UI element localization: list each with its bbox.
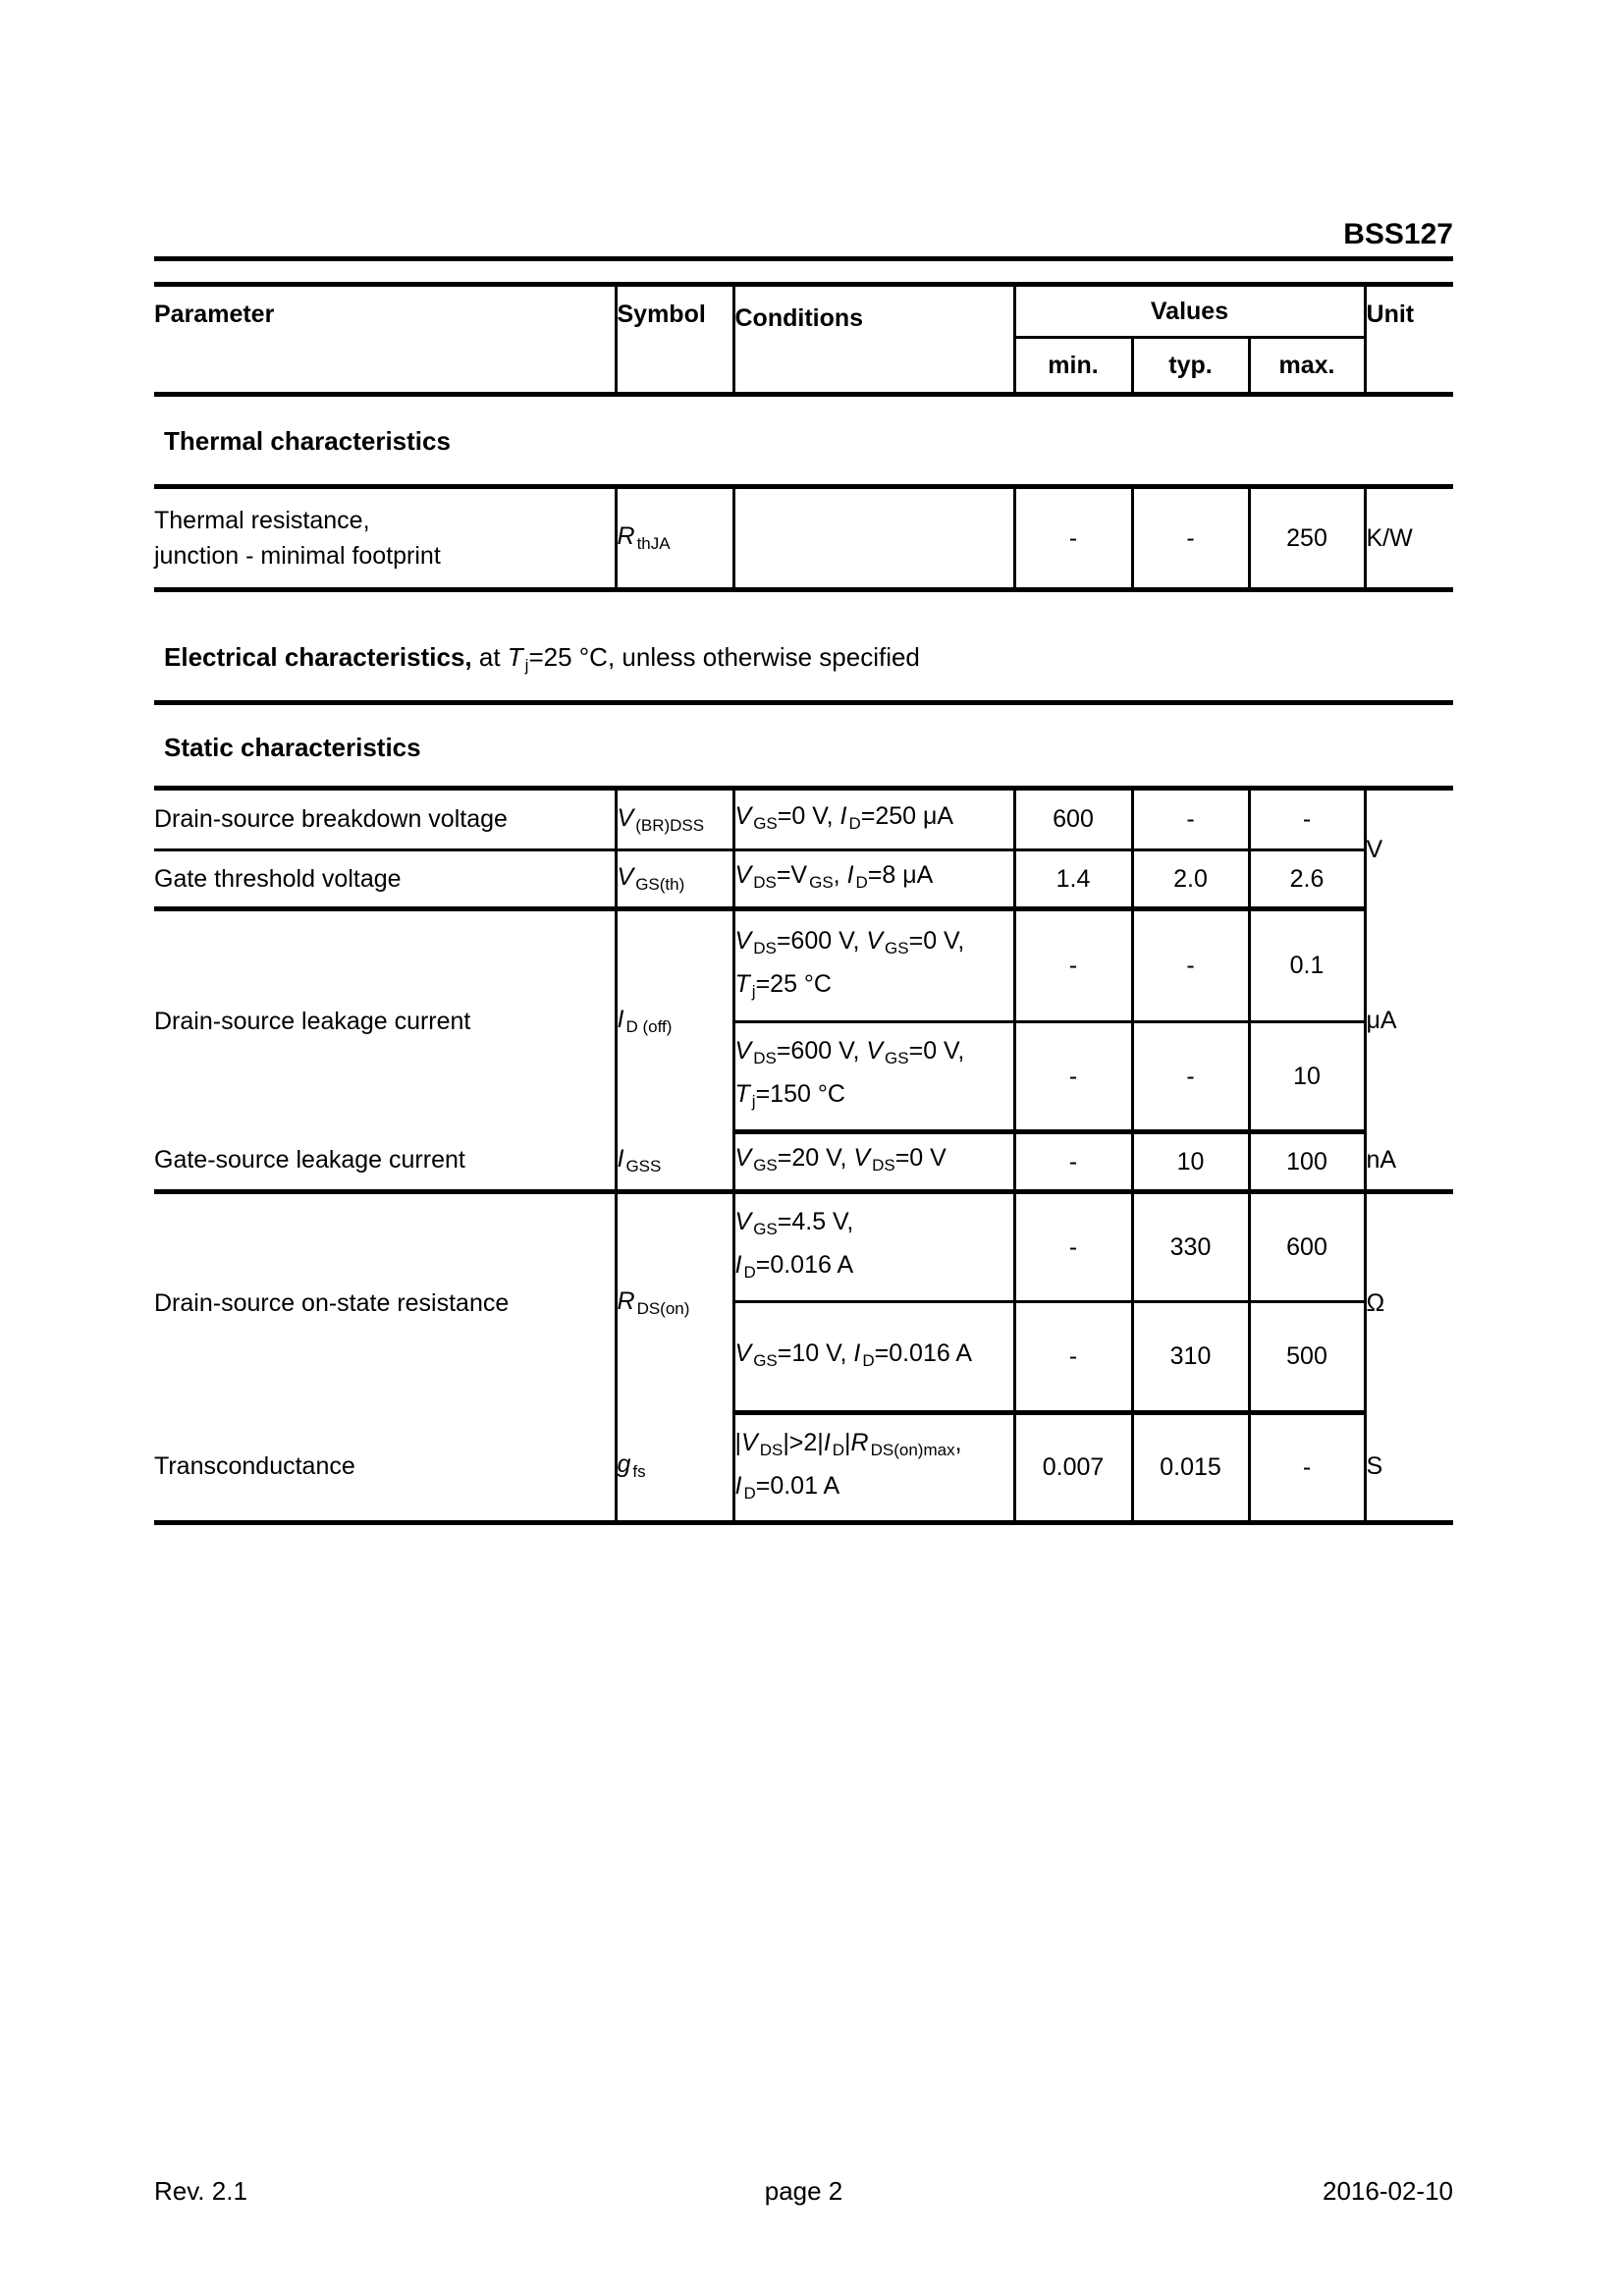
conditions-cell: V $_{GS}$=20 V, V $_{DS}$=0 V <box>733 1132 1014 1192</box>
table-row-on-resistance-45v <box>154 1192 1453 1302</box>
typ-cell: 310 <box>1132 1302 1249 1413</box>
max-cell: 600 <box>1249 1192 1365 1302</box>
param-cell: Transconductance <box>154 1451 355 1480</box>
unit-cell: S <box>1365 1413 1453 1523</box>
max-cell: 10 <box>1249 1022 1365 1132</box>
parameters-header-table <box>154 282 1453 397</box>
typ-cell: - <box>1132 1022 1249 1132</box>
param-cell: Drain-source breakdown voltage <box>154 789 616 850</box>
conditions-cell: V $_{DS}$=600 V, V $_{GS}$=0 V, T $_j$=25 °C <box>733 909 1014 1022</box>
min-cell: - <box>1014 487 1132 590</box>
footer-date: 2016-02-10 <box>1323 2176 1453 2206</box>
typ-cell: - <box>1132 909 1249 1022</box>
symbol-cell: V $_{GS(th)}$ <box>616 850 733 909</box>
max-cell: 100 <box>1249 1132 1365 1192</box>
min-cell: - <box>1014 1022 1132 1132</box>
typ-cell: 330 <box>1132 1192 1249 1302</box>
param-cell: Gate-source leakage current <box>154 1132 616 1192</box>
title-rule <box>154 256 1453 261</box>
symbol-cell: V $_{(BR)DSS}$ <box>616 789 733 850</box>
typ-cell: - <box>1132 789 1249 850</box>
header-row-1 <box>154 285 1453 338</box>
min-cell: 0.007 <box>1014 1413 1132 1523</box>
unit-cell: K/W <box>1365 487 1453 590</box>
typ-cell: - <box>1132 487 1249 590</box>
table-row-gs-leakage <box>154 1132 1453 1192</box>
conditions-cell <box>733 487 1014 590</box>
header-parameter: Parameter <box>154 301 275 328</box>
min-cell: - <box>1014 1192 1132 1302</box>
min-cell: 600 <box>1014 789 1132 850</box>
symbol-cell: I $_{D (off)}$ <box>616 909 733 1132</box>
unit-cell: μA <box>1365 909 1453 1132</box>
conditions-cell: V $_{GS}$=0 V, I $_D$=250 μA <box>733 789 1014 850</box>
page-title: BSS127 <box>1343 218 1453 250</box>
footer-revision: Rev. 2.1 <box>154 2176 247 2206</box>
header-max: max. <box>1249 338 1365 395</box>
symbol-cell: R $_{DS(on)}$ <box>616 1192 733 1413</box>
min-cell: 1.4 <box>1014 850 1132 909</box>
conditions-cell: V $_{GS}$=10 V, I $_D$=0.016 A <box>733 1302 1014 1413</box>
table-row-gate-threshold <box>154 850 1453 909</box>
typ-cell: 10 <box>1132 1132 1249 1192</box>
static-section-rule <box>154 700 1453 705</box>
max-cell: - <box>1249 1413 1365 1523</box>
footer-page-number: page 2 <box>764 2176 843 2206</box>
header-values: Values <box>1014 285 1365 338</box>
max-cell: 500 <box>1249 1302 1365 1413</box>
unit-cell: Ω <box>1365 1192 1453 1413</box>
symbol-cell: R $_{thJA}$ <box>616 487 733 590</box>
table-row-breakdown-voltage <box>154 789 1453 850</box>
max-cell: 2.6 <box>1249 850 1365 909</box>
table-row-transconductance <box>154 1413 1453 1523</box>
param-cell: Drain-source leakage current <box>154 1007 471 1035</box>
thermal-table <box>154 484 1453 592</box>
max-cell: - <box>1249 789 1365 850</box>
table-row-ds-leakage-25c <box>154 909 1453 1022</box>
header-conditions: Conditions <box>733 285 1014 395</box>
symbol-cell: g $_{fs}$ <box>616 1413 733 1523</box>
symbol-cell: I $_{GSS}$ <box>616 1132 733 1192</box>
param-cell: Thermal resistance, junction - minimal footprint <box>154 507 441 570</box>
typ-cell: 0.015 <box>1132 1413 1249 1523</box>
min-cell: - <box>1014 909 1132 1022</box>
conditions-cell: V $_{GS}$=4.5 V, I $_D$=0.016 A <box>733 1192 1014 1302</box>
header-min: min. <box>1014 338 1132 395</box>
unit-cell: nA <box>1365 1132 1453 1192</box>
max-cell: 0.1 <box>1249 909 1365 1022</box>
static-table <box>154 786 1453 1525</box>
header-symbol: Symbol <box>616 285 733 395</box>
typ-cell: 2.0 <box>1132 850 1249 909</box>
conditions-cell: V $_{DS}$=600 V, V $_{GS}$=0 V, T $_j$=150 °C <box>733 1022 1014 1132</box>
param-cell: Drain-source on-state resistance <box>154 1288 510 1317</box>
conditions-cell: V $_{DS}$=V $_{GS}$, I $_D$=8 μA <box>733 850 1014 909</box>
conditions-cell: |V $_{DS}$|>2|I $_D$|R $_{DS(on)max}$, I $_D$=0.01 A <box>733 1413 1014 1523</box>
min-cell: - <box>1014 1302 1132 1413</box>
electrical-section-title: Electrical characteristics, at T j=25 °C, unless otherwise specified <box>164 642 920 675</box>
min-cell: - <box>1014 1132 1132 1192</box>
table-row-thermal-resistance <box>154 487 1453 590</box>
max-cell: 250 <box>1249 487 1365 590</box>
thermal-section-title: Thermal characteristics <box>164 426 451 456</box>
header-unit: Unit <box>1365 285 1453 395</box>
unit-cell: V <box>1365 789 1453 909</box>
header-typ: typ. <box>1132 338 1249 395</box>
param-cell: Gate threshold voltage <box>154 850 616 909</box>
static-section-title: Static characteristics <box>164 733 421 762</box>
